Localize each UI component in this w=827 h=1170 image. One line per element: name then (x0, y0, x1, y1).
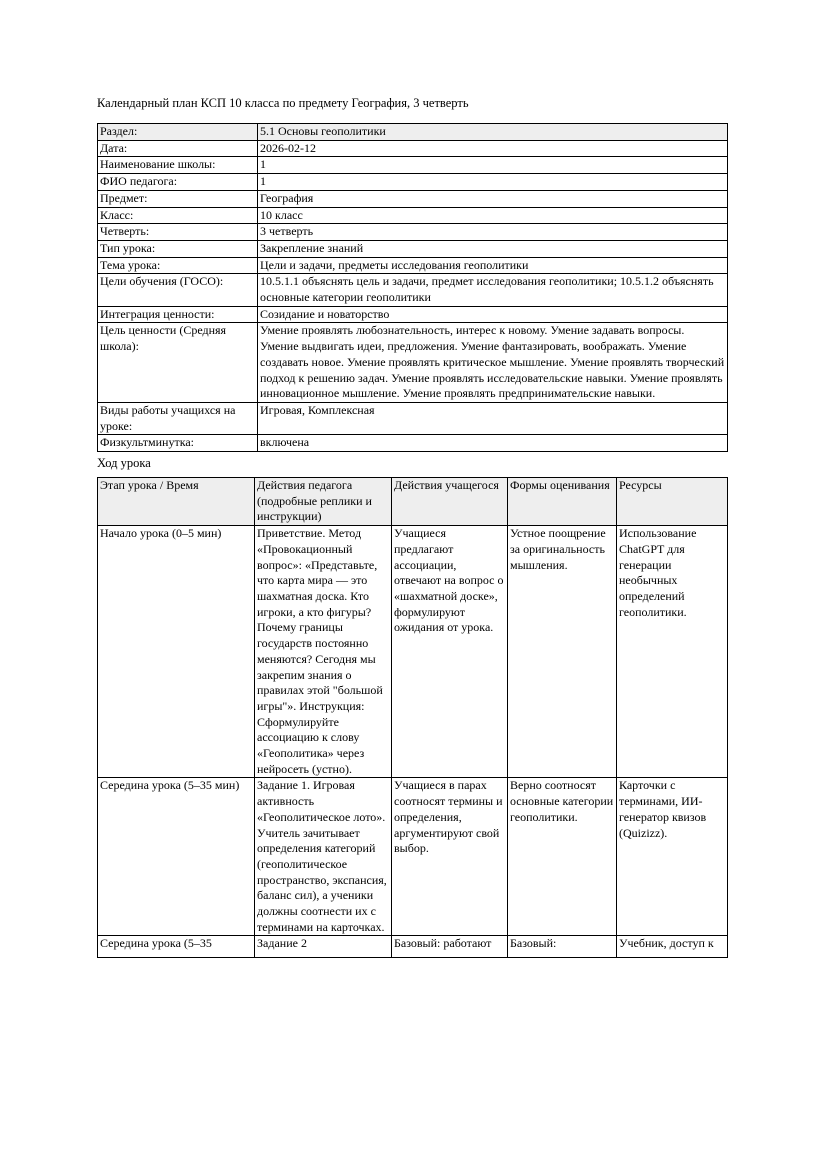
info-value: Созидание и новаторство (258, 306, 728, 323)
student-actions-cell: Учащиеся в парах соотносят термины и определения, аргументируют свой выбор. (392, 778, 508, 936)
stage-cell: Середина урока (5–35 (98, 936, 255, 958)
info-value: 5.1 Основы геополитики (258, 124, 728, 141)
resources-cell: Учебник, доступ к (617, 936, 728, 958)
info-value: 10 класс (258, 207, 728, 224)
info-row-learning-objectives (98, 274, 728, 306)
info-value: 2026-02-12 (258, 140, 728, 157)
info-value: 1 (258, 174, 728, 191)
header-assessment-forms: Формы оценивания (508, 478, 617, 526)
info-row-phys-minute (98, 435, 728, 452)
info-row-date (98, 140, 728, 157)
student-actions-cell: Базовый: работают (392, 936, 508, 958)
lesson-stage-row-middle-2-clipped (98, 936, 728, 958)
stage-cell: Начало урока (0–5 мин) (98, 526, 255, 778)
assessment-cell: Верно соотносят основные категории геополитики. (508, 778, 617, 936)
teacher-actions-cell: Задание 2 (255, 936, 392, 958)
info-value: География (258, 190, 728, 207)
header-student-actions: Действия учащегося (392, 478, 508, 526)
lesson-flow-heading: Ход урока (97, 456, 151, 471)
info-value: включена (258, 435, 728, 452)
info-row-values-goal (98, 323, 728, 403)
teacher-actions-cell: Приветствие. Метод «Провокационный вопрос»: «Представьте, что карта мира — это шахматная доска. Кто игроки, а кто фигуры? Почему границы государств постоянно меняются? Сегодня мы закрепим знания о правилах этой "большой игры"». Инструкция: Сформулируйте ассоциацию к слову «Геополитика» через нейросеть (устно). (255, 526, 392, 778)
lesson-table-header-row (98, 478, 728, 526)
info-row-grade (98, 207, 728, 224)
info-label: ФИО педагога: (98, 174, 258, 191)
info-label: Цель ценности (Средняя школа): (98, 323, 258, 403)
info-label: Раздел: (98, 124, 258, 141)
info-row-work-types (98, 402, 728, 434)
student-actions-cell: Учащиеся предлагают ассоциации, отвечают на вопрос о «шахматной доске», формулируют ожидания от урока. (392, 526, 508, 778)
info-value: 10.5.1.1 объяснять цель и задачи, предмет исследования геополитики; 10.5.1.2 объяснять основные категории геополитики (258, 274, 728, 306)
info-row-values-integration (98, 306, 728, 323)
header-teacher-actions: Действия педагога (подробные реплики и инструкции) (255, 478, 392, 526)
header-stage-time: Этап урока / Время (98, 478, 255, 526)
page-title: Календарный план КСП 10 класса по предмету География, 3 четверть (97, 96, 469, 110)
lesson-flow-table (97, 477, 728, 958)
info-label: Четверть: (98, 224, 258, 241)
info-value: Игровая, Комплексная (258, 402, 728, 434)
resources-cell: Карточки с терминами, ИИ-генератор квизов (Quizizz). (617, 778, 728, 936)
info-row-school (98, 157, 728, 174)
info-label: Физкультминутка: (98, 435, 258, 452)
header-resources: Ресурсы (617, 478, 728, 526)
lesson-stage-row-start (98, 526, 728, 778)
info-label: Наименование школы: (98, 157, 258, 174)
info-label: Тема урока: (98, 257, 258, 274)
info-label: Предмет: (98, 190, 258, 207)
info-label: Виды работы учащихся на уроке: (98, 402, 258, 434)
info-value: 1 (258, 157, 728, 174)
info-label: Класс: (98, 207, 258, 224)
info-row-lesson-type (98, 240, 728, 257)
info-row-lesson-topic (98, 257, 728, 274)
resources-cell: Использование ChatGPT для генерации необычных определений геополитики. (617, 526, 728, 778)
info-value: Умение проявлять любознательность, интерес к новому. Умение задавать вопросы. Умение выдвигать идеи, предложения. Умение фантазировать, воображать. Умение создавать новое. Умение проявлять критическое мышление. Умение проявлять творческий подход к решению задач. Умение проявлять исследовательские навыки. Умение проявлять инновационное мышление. Умение проявлять предпринимательские навыки. (258, 323, 728, 403)
info-label: Дата: (98, 140, 258, 157)
teacher-actions-cell: Задание 1. Игровая активность «Геополитическое лото». Учитель зачитывает определения категорий (геополитическое пространство, экспансия, баланс сил), а ученики должны соотнести их с терминами на карточках. (255, 778, 392, 936)
info-value: Закрепление знаний (258, 240, 728, 257)
info-row-quarter (98, 224, 728, 241)
stage-cell: Середина урока (5–35 мин) (98, 778, 255, 936)
info-label: Интеграция ценности: (98, 306, 258, 323)
document-content (97, 96, 727, 958)
info-row-subject (98, 190, 728, 207)
info-value: 3 четверть (258, 224, 728, 241)
info-value: Цели и задачи, предметы исследования геополитики (258, 257, 728, 274)
info-label: Цели обучения (ГОСО): (98, 274, 258, 306)
assessment-cell: Базовый: (508, 936, 617, 958)
info-row-section (98, 124, 728, 141)
assessment-cell: Устное поощрение за оригинальность мышления. (508, 526, 617, 778)
info-row-teacher-name (98, 174, 728, 191)
lesson-info-table (97, 123, 728, 452)
lesson-stage-row-middle-1 (98, 778, 728, 936)
info-label: Тип урока: (98, 240, 258, 257)
